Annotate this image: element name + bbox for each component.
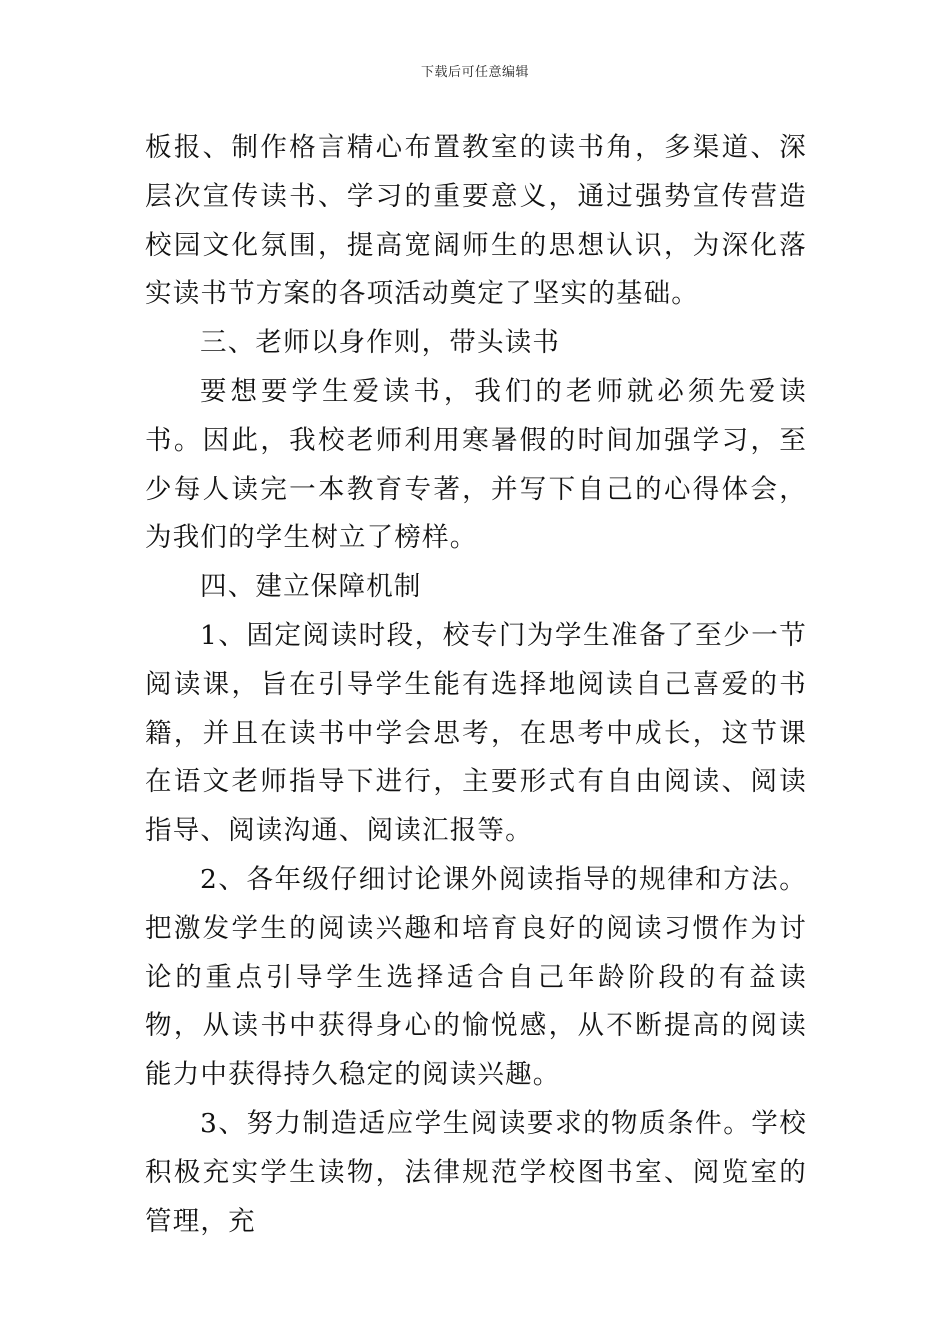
paragraph-1: 板报、制作格言精心布置教室的读书角，多渠道、深层次宣传读书、学习的重要意义，通过强势宣传营造校园文化氛围，提高宽阔师生的思想认识，为深化落实读书节方案的各项活动奠定了坚实的基础。 [145, 132, 807, 310]
paragraph-2: 要想要学生爱读书，我们的老师就必须先爱读书。因此，我校老师利用寒暑假的时间加强学习，至少每人读完一本教育专著，并写下自己的心得体会，为我们的学生树立了榜样。 [145, 375, 807, 554]
list-item-1: 1、固定阅读时段，校专门为学生准备了至少一节阅读课，旨在引导学生能有选择地阅读自己喜爱的书籍，并且在读书中学会思考，在思考中成长，这节课在语文老师指导下进行，主要形式有自由阅读、阅读指导、阅读沟通、阅读汇报等。 [145, 619, 807, 847]
list-item-3: 3、努力制造适应学生阅读要求的物质条件。学校积极充实学生读物，法律规范学校图书室、阅览室的管理，充 [145, 1107, 807, 1237]
section-heading-4: 四、建立保障机制 [200, 571, 422, 603]
document-body [145, 124, 807, 1246]
page-header: 下载后可任意编辑 [420, 65, 529, 80]
section-heading-3: 三、老师以身作则，带头读书 [200, 327, 561, 359]
list-item-2: 2、各年级仔细讨论课外阅读指导的规律和方法。把激发学生的阅读兴趣和培育良好的阅读习惯作为讨论的重点引导学生选择适合自己年龄阶段的有益读物，从读书中获得身心的愉悦感，从不断提高的阅读能力中获得持久稳定的阅读兴趣。 [145, 863, 807, 1091]
